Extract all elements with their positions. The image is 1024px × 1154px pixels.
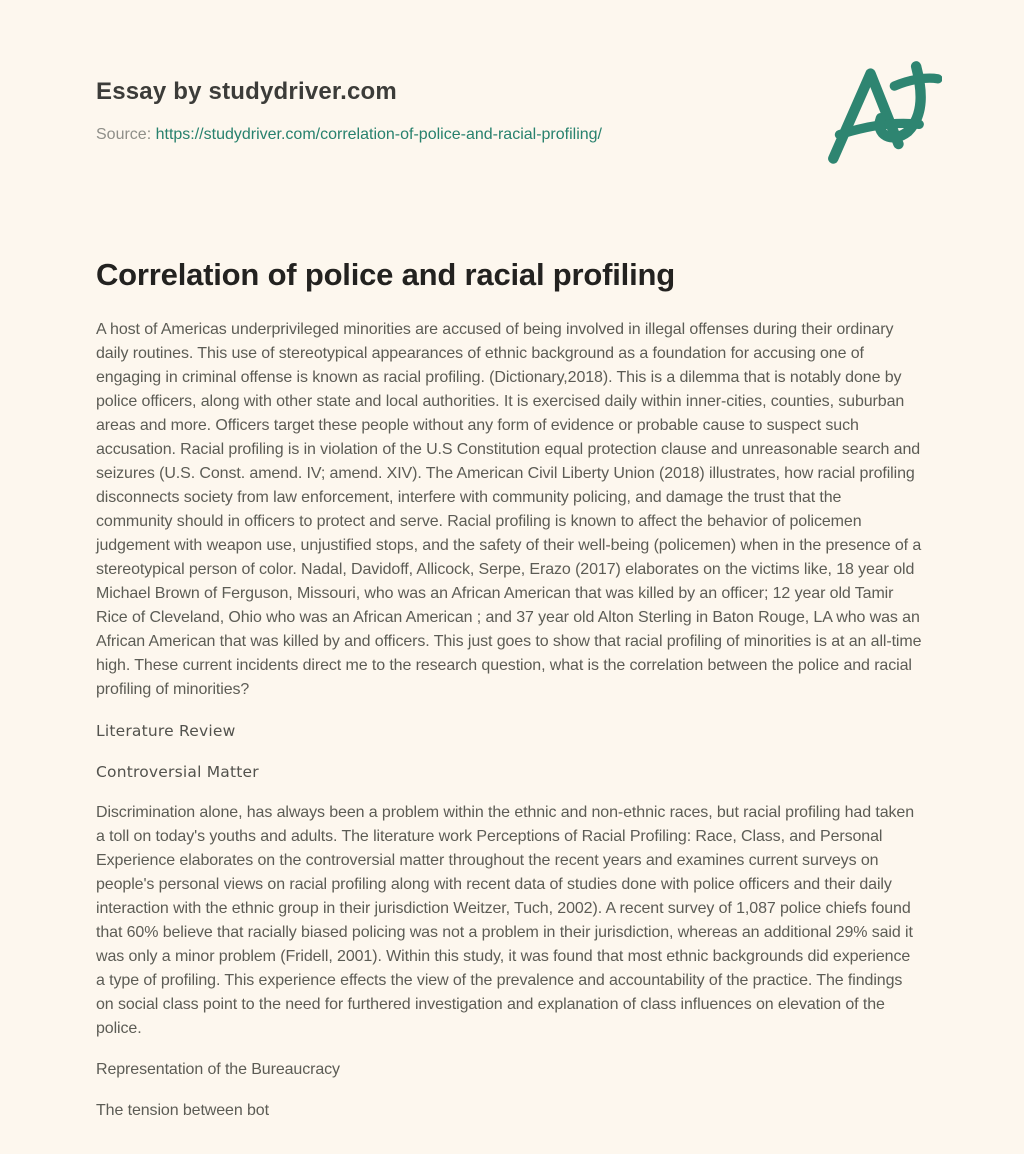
- byline: Essay by studydriver.com: [96, 78, 397, 105]
- source-label: Source:: [96, 126, 152, 143]
- source-link[interactable]: https://studydriver.com/correlation-of-police-and-racial-profiling/: [155, 126, 602, 143]
- a-plus-logo-icon: [826, 155, 942, 172]
- essay-title: Correlation of police and racial profiling: [96, 257, 675, 292]
- source-line: [96, 124, 922, 146]
- essay-paragraph: Representation of the Bureaucracy: [96, 1061, 340, 1078]
- essay-paragraph: Discrimination alone, has always been a problem within the ethnic and non-ethnic races, but racial profiling had taken a toll on today's youths and adults. The literature work Perceptions of Racial Profiling: Race, Class, and Personal Experience elaborates on the controversial matter throughout the recent years and examines current surveys on people's personal views on racial profiling along with recent data of studies done with police officers and their daily interaction with the ethnic group in their jurisdiction Weitzer, Tuch, 2002). A recent survey of 1,087 police chiefs found that 60% believe that racially biased policing was not a problem in their jurisdiction, whereas an additional 29% said it was only a minor problem (Fridell, 2001). Within this study, it was found that most ethnic backgrounds did experience a type of profiling. This experience effects the view of the prevalence and accountability of the practice. The findings on social class point to the need for furthered investigation and explanation of class influences on elevation of the police.: [96, 804, 915, 1037]
- section-heading: Literature Review: [96, 722, 236, 740]
- essay-content: [96, 318, 922, 1123]
- essay-paragraph: The tension between bot: [96, 1102, 269, 1119]
- essay-paragraph: A host of Americas underprivileged minorities are accused of being involved in illegal offenses during their ordinary daily routines. This use of stereotypical appearances of ethnic background as a foundation for accusing one of engaging in criminal offense is known as racial profiling. (Dictionary,2018). This is a dilemma that is notably done by police officers, along with other state and local authorities. It is exercised daily within inner-cities, counties, suburban areas and more. Officers target these people without any form of evidence or probable cause to suspect such accusation. Racial profiling is in violation of the U.S Constitution equal protection clause and unreasonable search and seizures (U.S. Const. amend. IV; amend. XIV). The American Civil Liberty Union (2018) illustrates, how racial profiling disconnects society from law enforcement, interfere with community policing, and damage the trust that the community should in officers to protect and serve. Racial profiling is known to affect the behavior of policemen judgement with weapon use, unjustified stops, and the safety of their well-being (policemen) when in the presence of a stereotypical person of color. Nadal, Davidoff, Allicock, Serpe, Erazo (2017) elaborates on the victims like, 18 year old Michael Brown of Ferguson, Missouri, who was an African American that was killed by an officer; 12 year old Tamir Rice of Cleveland, Ohio who was an African American ; and 37 year old Alton Sterling in Baton Rouge, LA who was an African American that was killed by and officers. This just goes to show that racial profiling of minorities is at an all-time high. These current incidents direct me to the research question, what is the correlation between the police and racial profiling of minorities?: [96, 321, 922, 698]
- a-plus-logo: [826, 60, 942, 168]
- section-heading: Controversial Matter: [96, 763, 259, 781]
